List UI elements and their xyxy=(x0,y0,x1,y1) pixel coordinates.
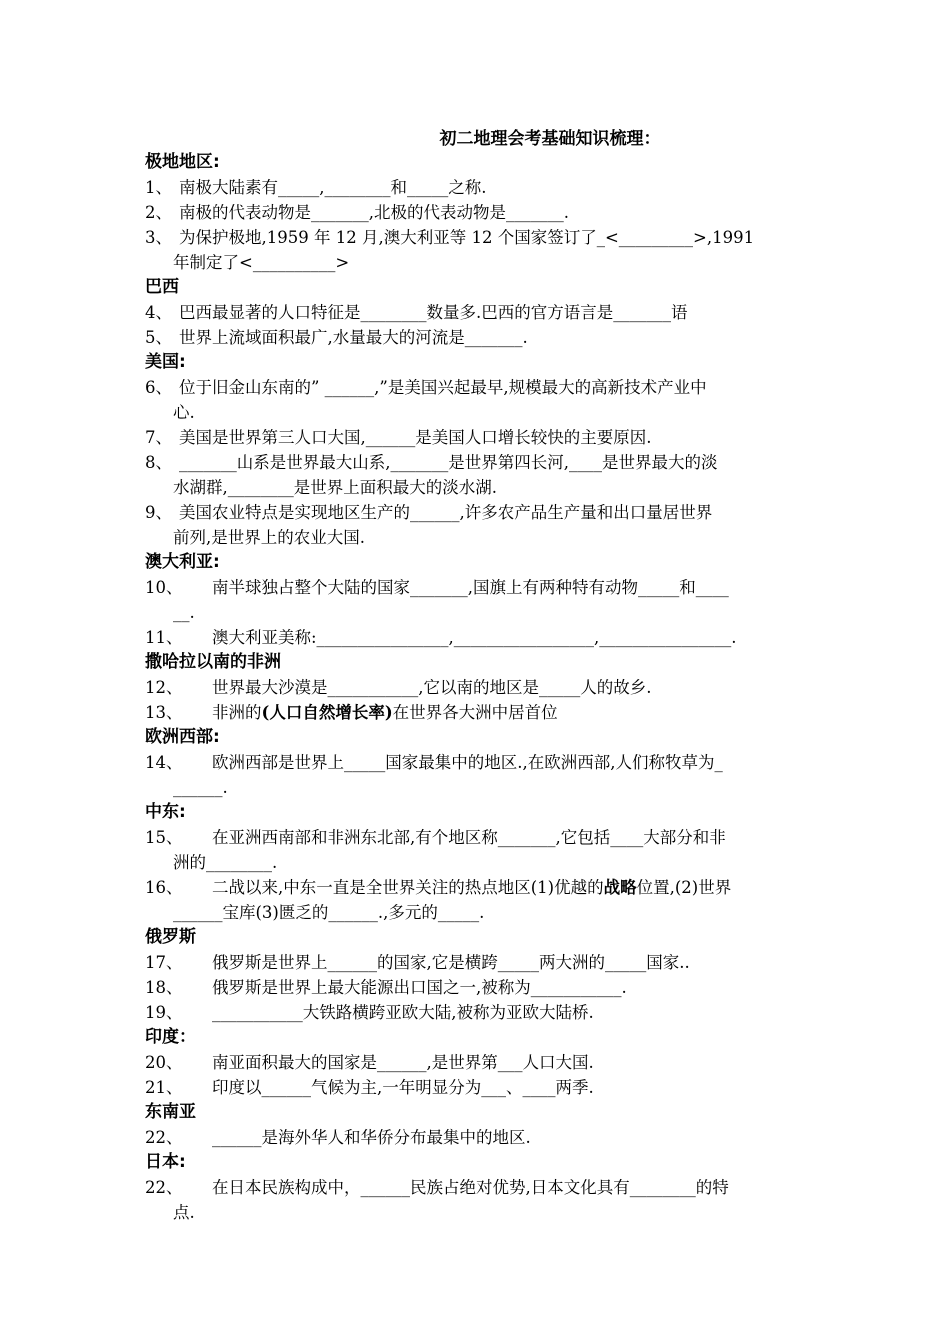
question-number: 13、 xyxy=(145,703,183,722)
question-text-line: 南极大陆素有_____,________和_____之称. xyxy=(179,178,487,197)
question-item xyxy=(145,325,810,350)
question-text-line: 前列,是世界上的农业大国. xyxy=(173,528,365,547)
question-text-line: 水湖群,________是世界上面积最大的淡水湖. xyxy=(173,478,497,497)
section-heading: 印度： xyxy=(145,1027,196,1047)
question-number: 18、 xyxy=(145,978,183,997)
question-number: 9、 xyxy=(145,503,172,522)
question-item xyxy=(145,175,810,200)
question-number: 16、 xyxy=(145,878,183,897)
question-number: 19、 xyxy=(145,1003,183,1022)
question-number: 11、 xyxy=(145,628,183,647)
question-item xyxy=(145,950,810,975)
question-text-line: 南半球独占整个大陆的国家_______,国旗上有两种特有动物_____和____ xyxy=(212,578,729,597)
question-item xyxy=(145,1125,810,1150)
question-number: 22、 xyxy=(145,1178,183,1197)
question-item xyxy=(145,875,810,925)
question-item xyxy=(145,825,810,875)
question-text-line: ______. xyxy=(173,778,228,797)
section-heading: 日本: xyxy=(145,1152,186,1172)
section-heading: 俄罗斯 xyxy=(145,927,196,947)
question-item xyxy=(145,700,810,725)
question-text-line: 心. xyxy=(173,403,195,422)
question-text-line: __. xyxy=(173,603,195,622)
question-number: 17、 xyxy=(145,953,183,972)
question-text-line: 在日本民族构成中，______民族占绝对优势,日本文化具有________的特 xyxy=(212,1178,729,1197)
question-item xyxy=(145,1050,810,1075)
question-text-line: 位于旧金山东南的” ______,”是美国兴起最早,规模最大的高新技术产业中 xyxy=(179,378,707,397)
question-item xyxy=(145,625,810,650)
section-heading: 中东: xyxy=(145,802,186,822)
question-text-line: 点. xyxy=(173,1203,195,1222)
question-text-line: 洲的________. xyxy=(173,853,278,872)
question-item xyxy=(145,1000,810,1025)
question-text-line: _______山系是世界最大山系,_______是世界第四长河,____是世界最大的淡 xyxy=(179,453,718,472)
question-text-line: 印度以______气候为主,一年明显分为___、____两季. xyxy=(212,1078,594,1097)
question-number: 6、 xyxy=(145,378,172,397)
question-item xyxy=(145,425,810,450)
question-number: 3、 xyxy=(145,228,172,247)
section-heading: 美国: xyxy=(145,352,186,372)
question-number: 7、 xyxy=(145,428,172,447)
question-text-line: ______宝库(3)匮乏的______.,多元的_____. xyxy=(173,903,485,922)
question-number: 15、 xyxy=(145,828,183,847)
question-number: 21、 xyxy=(145,1078,183,1097)
question-text-line: 在亚洲西南部和非洲东北部,有个地区称_______,它包括____大部分和非 xyxy=(212,828,726,847)
question-number: 2、 xyxy=(145,203,172,222)
question-number: 22、 xyxy=(145,1128,183,1147)
question-text-line: ______是海外华人和华侨分布最集中的地区. xyxy=(212,1128,531,1147)
question-item xyxy=(145,975,810,1000)
question-text-line: 二战以来,中东一直是全世界关注的热点地区(1)优越的战略位置,(2)世界 xyxy=(212,878,732,897)
question-text-line: 俄罗斯是世界上最大能源出口国之一,被称为___________. xyxy=(212,978,627,997)
question-number: 12、 xyxy=(145,678,183,697)
question-text-line: 俄罗斯是世界上______的国家,它是横跨_____两大洲的_____国家.. xyxy=(212,953,690,972)
question-text-line: ___________大铁路横跨亚欧大陆,被称为亚欧大陆桥. xyxy=(212,1003,594,1022)
section-heading: 欧洲西部: xyxy=(145,727,220,747)
section-heading: 东南亚 xyxy=(145,1102,196,1122)
question-text-line: 世界最大沙漠是___________,它以南的地区是_____人的故乡. xyxy=(212,678,652,697)
question-item xyxy=(145,450,810,500)
question-text-line: 巴西最显著的人口特征是________数量多.巴西的官方语言是_______语 xyxy=(179,303,688,322)
question-text-line: 为保护极地,1959 年 12 月,澳大利亚等 12 个国家签订了_<_________>,1991 xyxy=(179,228,755,247)
section-heading: 撒哈拉以南的非洲 xyxy=(145,652,281,672)
section-heading: 澳大利亚: xyxy=(145,552,220,572)
question-item xyxy=(145,225,810,275)
question-item xyxy=(145,750,810,800)
question-text-line: 南极的代表动物是_______,北极的代表动物是_______. xyxy=(179,203,569,222)
question-item xyxy=(145,200,810,225)
question-item xyxy=(145,1075,810,1100)
document-content xyxy=(145,150,810,1225)
question-number: 1、 xyxy=(145,178,172,197)
question-item xyxy=(145,375,810,425)
question-number: 20、 xyxy=(145,1053,183,1072)
question-text-line: 欧洲西部是世界上_____国家最集中的地区.,在欧洲西部,人们称牧草为_ xyxy=(212,753,723,772)
question-text-line: 南亚面积最大的国家是______,是世界第___人口大国. xyxy=(212,1053,594,1072)
question-text-line: 年制定了<__________> xyxy=(173,253,350,272)
question-item xyxy=(145,500,810,550)
question-item xyxy=(145,300,810,325)
question-number: 4、 xyxy=(145,303,172,322)
question-number: 14、 xyxy=(145,753,183,772)
question-text-line: 澳大利亚美称:________________,_________________,________________. xyxy=(212,628,737,647)
question-text-line: 美国农业特点是实现地区生产的______,许多农产品生产量和出口量居世界 xyxy=(179,503,713,522)
page-title: 初二地理会考基础知识梳理： xyxy=(439,129,661,149)
question-number: 5、 xyxy=(145,328,172,347)
question-item xyxy=(145,575,810,625)
question-item xyxy=(145,1175,810,1225)
question-number: 10、 xyxy=(145,578,183,597)
section-heading: 巴西 xyxy=(145,277,179,297)
question-number: 8、 xyxy=(145,453,172,472)
question-item xyxy=(145,675,810,700)
question-text-line: 世界上流域面积最广,水量最大的河流是_______. xyxy=(179,328,528,347)
question-text-line: 非洲的(人口自然增长率)在世界各大洲中居首位 xyxy=(212,703,558,722)
question-text-line: 美国是世界第三人口大国,______是美国人口增长较快的主要原因. xyxy=(179,428,652,447)
section-heading: 极地地区: xyxy=(145,152,220,172)
